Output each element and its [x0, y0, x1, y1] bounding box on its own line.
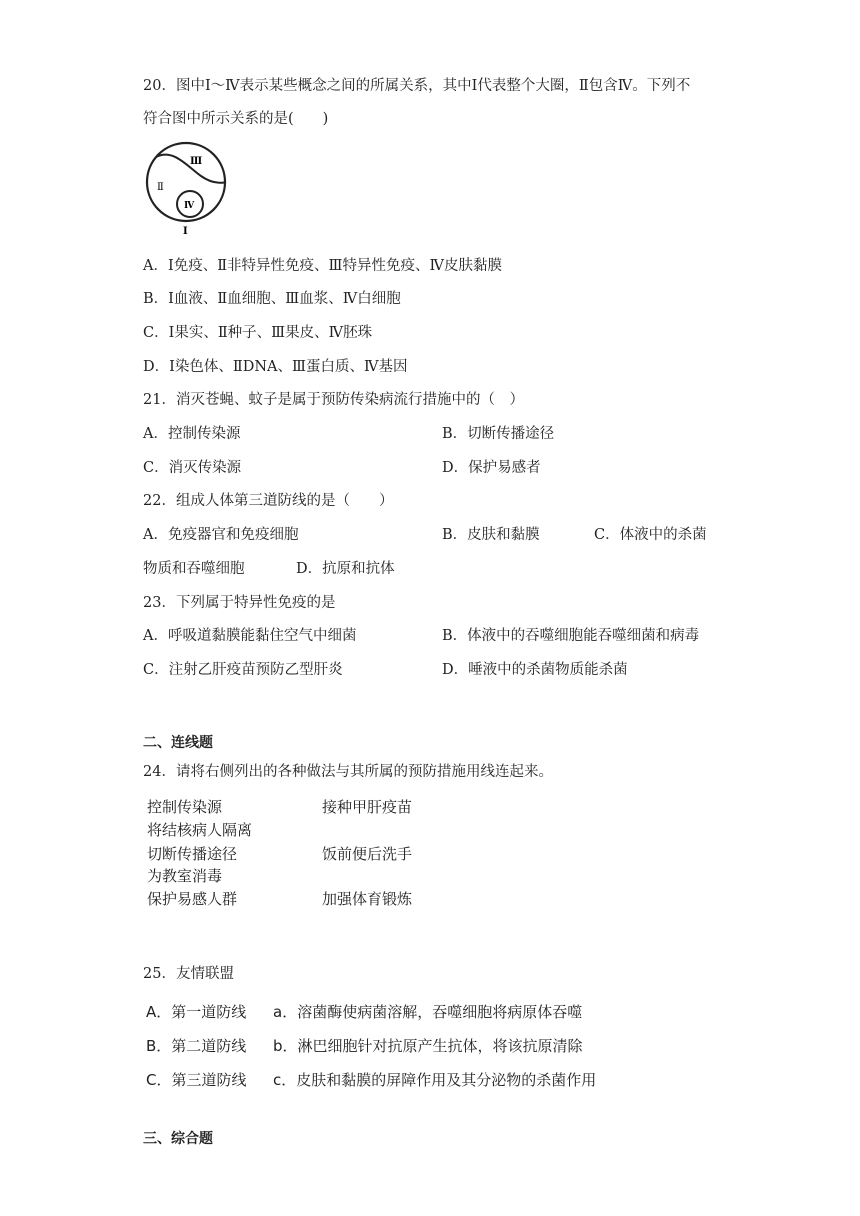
q23-stem: 23．下列属于特异性免疫的是	[143, 595, 336, 611]
label-I: Ⅰ	[183, 226, 188, 235]
q23-option-a: A．呼吸道黏膜能黏住空气中细菌	[143, 628, 357, 644]
q25-stem: 25．友情联盟	[143, 966, 234, 982]
q24-stem: 24．请将右侧列出的各种做法与其所属的预防措施用线连起来。	[143, 764, 553, 780]
q25-row-a-right: a．溶菌酶使病菌溶解，吞噬细胞将病原体吞噬	[273, 1003, 583, 1021]
q22-option-d: D．抗原和抗体	[296, 561, 395, 577]
q20-stem-line2: 符合图中所示关系的是( )	[143, 111, 329, 127]
q20-option-a: A．Ⅰ免疫、Ⅱ非特异性免疫、Ⅲ特异性免疫、Ⅳ皮肤黏膜	[143, 258, 503, 274]
q20-option-b: B．Ⅰ血液、Ⅱ血细胞、Ⅲ血浆、Ⅳ白细胞	[143, 291, 401, 307]
label-II: Ⅱ	[157, 182, 164, 193]
q23-option-b: B．体液中的吞噬细胞能吞噬细菌和病毒	[442, 628, 700, 644]
q21-option-b: B．切断传播途径	[442, 426, 555, 442]
q25-row-b-right: b．淋巴细胞针对抗原产生抗体，将该抗原清除	[273, 1037, 583, 1055]
q25-row-c-left: C．第三道防线	[146, 1071, 247, 1089]
q21-stem: 21．消灭苍蝇、蚊子是属于预防传染病流行措施中的（ ）	[143, 392, 524, 408]
concept-relationship-diagram	[143, 140, 233, 235]
q20-option-c: C．Ⅰ果实、Ⅱ种子、Ⅲ果皮、Ⅳ胚珠	[143, 325, 373, 341]
q24-left-4: 为教室消毒	[147, 867, 223, 885]
q25-row-c-right: c．皮肤和黏膜的屏障作用及其分泌物的杀菌作用	[273, 1071, 597, 1089]
section-3-title: 三、综合题	[143, 1131, 213, 1147]
q22-option-c: C．体液中的杀菌	[594, 527, 707, 543]
q24-left-1: 控制传染源	[147, 798, 223, 816]
label-IV: Ⅳ	[184, 201, 195, 211]
q21-option-a: A．控制传染源	[143, 426, 241, 442]
q24-right-1: 接种甲肝疫苗	[322, 798, 413, 816]
q22-option-c-continued: 物质和吞噬细胞	[143, 561, 245, 577]
q22-option-a: A．免疫器官和免疫细胞	[143, 527, 299, 543]
q24-left-3: 切断传播途径	[147, 845, 238, 863]
q21-option-d: D．保护易感者	[442, 460, 541, 476]
q20-option-d: D．Ⅰ染色体、ⅡDNA、Ⅲ蛋白质、Ⅳ基因	[143, 359, 408, 375]
q23-option-c: C．注射乙肝疫苗预防乙型肝炎	[143, 662, 343, 678]
q24-left-2: 将结核病人隔离	[147, 821, 253, 839]
q22-stem: 22．组成人体第三道防线的是（ ）	[143, 493, 394, 509]
q22-option-b: B．皮肤和黏膜	[442, 527, 540, 543]
section-2-title: 二、连线题	[143, 735, 213, 751]
q25-row-a-left: A．第一道防线	[146, 1003, 247, 1021]
q23-option-d: D．唾液中的杀菌物质能杀菌	[442, 662, 628, 678]
q21-option-c: C．消灭传染源	[143, 460, 242, 476]
label-III: Ⅲ	[190, 156, 203, 167]
q24-right-2: 饭前便后洗手	[322, 845, 413, 863]
q25-row-b-left: B．第二道防线	[146, 1037, 247, 1055]
q24-left-5: 保护易感人群	[147, 890, 238, 908]
q24-right-3: 加强体育锻炼	[322, 890, 413, 908]
q20-stem-line1: 20．图中Ⅰ～Ⅳ表示某些概念之间的所属关系，其中Ⅰ代表整个大圈，Ⅱ包含Ⅳ。下列不	[143, 78, 691, 94]
